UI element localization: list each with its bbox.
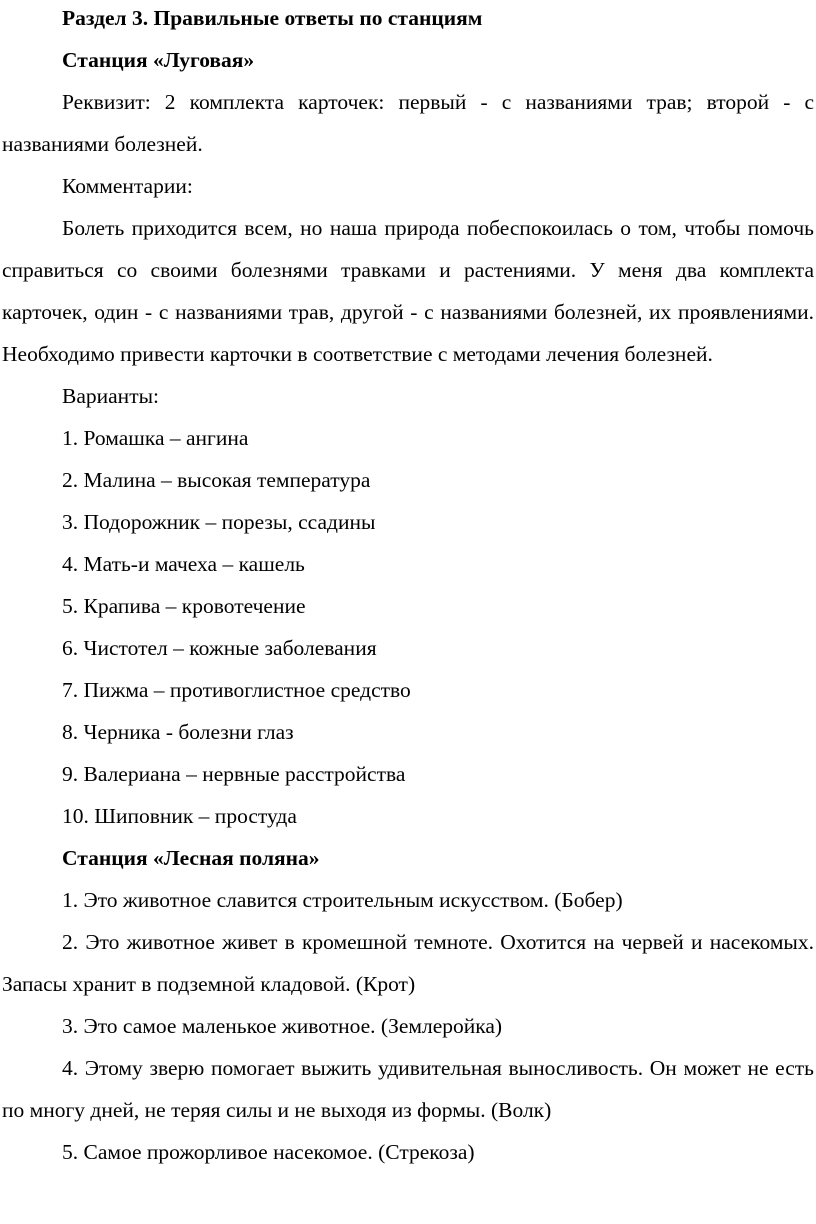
variant-item: 5. Крапива – кровотечение: [62, 594, 306, 618]
variant-item: 2. Малина – высокая температура: [62, 468, 371, 492]
question-item: 1. Это животное славится строительным искусством. (Бобер): [62, 888, 623, 912]
variant-item: 4. Мать-и мачеха – кашель: [62, 552, 305, 576]
station2-title: Станция «Лесная поляна»: [62, 846, 320, 870]
station1-title: Станция «Луговая»: [62, 48, 255, 72]
variants-label: Варианты:: [62, 384, 160, 408]
variant-item: 8. Черника - болезни глаз: [62, 720, 294, 744]
variant-item: 1. Ромашка – ангина: [62, 426, 249, 450]
props-paragraph: Реквизит: 2 комплекта карточек: первый - с названиями трав; второй - с названиями болезней.: [2, 90, 814, 156]
section-title: Раздел 3. Правильные ответы по станциям: [62, 6, 483, 30]
variant-item: 3. Подорожник – порезы, ссадины: [62, 510, 376, 534]
variant-item: 10. Шиповник – простуда: [62, 804, 297, 828]
question-item: 2. Это животное живет в кромешной темноте. Охотится на червей и насекомых. Запасы хранит в подземной кладовой. (Крот): [2, 930, 814, 996]
variant-item: 6. Чистотел – кожные заболевания: [62, 636, 377, 660]
variant-item: 7. Пижма – противоглистное средство: [62, 678, 411, 702]
question-item: 4. Этому зверю помогает выжить удивительная выносливость. Он может не есть по многу дней, не теряя силы и не выходя из формы. (Волк): [2, 1056, 814, 1122]
question-item: 5. Самое прожорливое насекомое. (Стрекоза): [62, 1140, 475, 1164]
variant-item: 9. Валериана – нервные расстройства: [62, 762, 406, 786]
comments-paragraph: Болеть приходится всем, но наша природа побеспокоилась о том, чтобы помочь справиться со своими болезнями травками и растениями. У меня два комплекта карточек, один - с названиями трав, другой - с названиями болезней, их проявлениями. Необходимо привести карточки в соответствие с методами лечения болезней.: [2, 216, 814, 366]
question-item: 3. Это самое маленькое животное. (Землеройка): [62, 1014, 503, 1038]
comments-label: Комментарии:: [62, 174, 193, 198]
